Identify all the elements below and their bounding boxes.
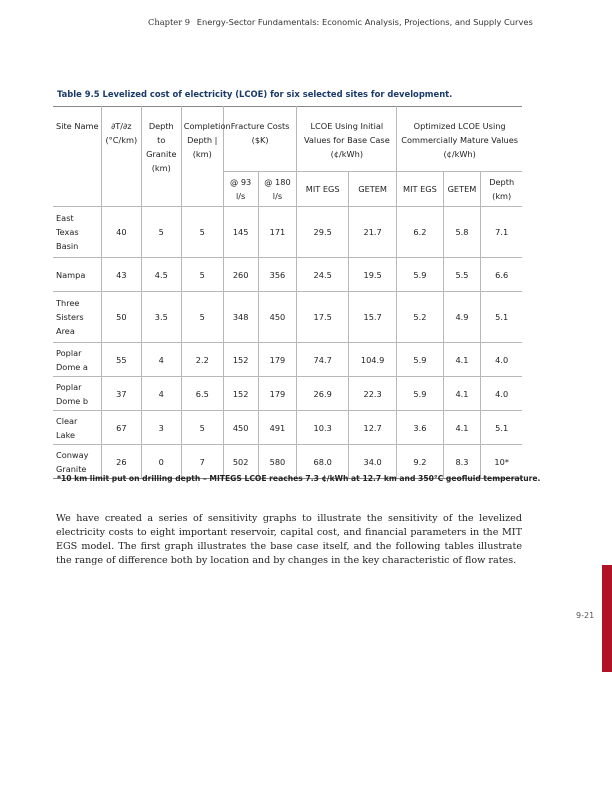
gradient-cell: 55 (101, 343, 141, 377)
fracture-93-cell: 450 (223, 411, 258, 445)
fracture-180-cell: 179 (258, 343, 297, 377)
gradient-cell: 50 (101, 292, 141, 343)
table-row (53, 258, 522, 292)
completion-depth-cell: 5 (181, 411, 223, 445)
mit-egs-optimized-cell: 5.9 (397, 343, 443, 377)
granite-depth-cell: 3.5 (141, 292, 181, 343)
mit-egs-cell: 24.5 (297, 258, 349, 292)
chapter-label: Chapter 9 (148, 17, 191, 27)
table-caption: Table 9.5 Levelized cost of electricity (LCOE) for six selected sites for development. (57, 89, 453, 99)
fracture-180-cell: 491 (258, 411, 297, 445)
mit-egs-cell: 74.7 (297, 343, 349, 377)
header-fracture-93: @ 93 l/s (223, 172, 258, 207)
gradient-cell: 67 (101, 411, 141, 445)
getem-optimized-cell: 4.9 (443, 292, 481, 343)
site-name-cell: Poplar Dome b (53, 377, 101, 411)
depth-optimized-cell: 5.1 (481, 292, 522, 343)
table-body (53, 207, 522, 479)
mit-egs-cell: 29.5 (297, 207, 349, 258)
depth-optimized-cell: 5.1 (481, 411, 522, 445)
getem-optimized-cell: 4.1 (443, 411, 481, 445)
mit-egs-optimized-cell: 6.2 (397, 207, 443, 258)
site-name-cell: Conway Granite (53, 445, 101, 479)
gradient-cell: 37 (101, 377, 141, 411)
site-name-cell: Poplar Dome a (53, 343, 101, 377)
header-row-1 (53, 107, 522, 172)
granite-depth-cell: 3 (141, 411, 181, 445)
site-name-cell: Three Sisters Area (53, 292, 101, 343)
mit-egs-optimized-cell: 5.2 (397, 292, 443, 343)
chapter-side-tab (602, 565, 612, 672)
fracture-180-cell: 356 (258, 258, 297, 292)
completion-depth-cell: 7 (181, 445, 223, 479)
body-paragraph: We have created a series of sensitivity graphs to illustrate the sensitivity of the levelized electricity costs to eight important reservoir, capital cost, and financial parameters in the MIT EGS model. The first graph illustrates the base case itself, and the following tables illustrate the range of difference both by location and by changes in the key characteristic of flow rates. (56, 512, 522, 566)
fracture-93-cell: 152 (223, 343, 258, 377)
getem-optimized-cell: 5.5 (443, 258, 481, 292)
page-number: 9-21 (576, 611, 595, 620)
completion-depth-cell: 6.5 (181, 377, 223, 411)
fracture-180-cell: 171 (258, 207, 297, 258)
header-site-name: Site Name (53, 107, 101, 207)
gradient-cell: 40 (101, 207, 141, 258)
mit-egs-optimized-cell: 5.9 (397, 258, 443, 292)
fracture-93-cell: 260 (223, 258, 258, 292)
depth-optimized-cell: 6.6 (481, 258, 522, 292)
table-row (53, 207, 522, 258)
gradient-cell: 26 (101, 445, 141, 479)
getem-optimized-cell: 5.8 (443, 207, 481, 258)
getem-cell: 15.7 (348, 292, 396, 343)
mit-egs-optimized-cell: 9.2 (397, 445, 443, 479)
depth-optimized-cell: 4.0 (481, 377, 522, 411)
granite-depth-cell: 0 (141, 445, 181, 479)
gradient-cell: 43 (101, 258, 141, 292)
fracture-93-cell: 152 (223, 377, 258, 411)
fracture-93-cell: 145 (223, 207, 258, 258)
header-fracture-costs: Fracture Costs ($K) (223, 107, 297, 172)
mit-egs-optimized-cell: 5.9 (397, 377, 443, 411)
granite-depth-cell: 4.5 (141, 258, 181, 292)
chapter-title: Energy-Sector Fundamentals: Economic Analysis, Projections, and Supply Curves (196, 17, 533, 27)
completion-depth-cell: 5 (181, 292, 223, 343)
getem-cell: 19.5 (348, 258, 396, 292)
granite-depth-cell: 4 (141, 377, 181, 411)
mit-egs-cell: 10.3 (297, 411, 349, 445)
table-row (53, 411, 522, 445)
granite-depth-cell: 4 (141, 343, 181, 377)
getem-cell: 22.3 (348, 377, 396, 411)
header-completion-depth: Completion Depth |(km) (181, 107, 223, 207)
site-name-cell: East Texas Basin (53, 207, 101, 258)
getem-optimized-cell: 4.1 (443, 343, 481, 377)
mit-egs-optimized-cell: 3.6 (397, 411, 443, 445)
fracture-180-cell: 179 (258, 377, 297, 411)
depth-optimized-cell: 4.0 (481, 343, 522, 377)
getem-cell: 34.0 (348, 445, 396, 479)
header-lcoe-optimized: Optimized LCOE Using Commercially Mature Values (¢/kWh) (397, 107, 522, 172)
getem-optimized-cell: 8.3 (443, 445, 481, 479)
completion-depth-cell: 2.2 (181, 343, 223, 377)
mit-egs-cell: 68.0 (297, 445, 349, 479)
site-name-cell: Clear Lake (53, 411, 101, 445)
header-depth-to-granite: Depth to Granite (km) (141, 107, 181, 207)
fracture-180-cell: 450 (258, 292, 297, 343)
lcoe-table (53, 106, 522, 479)
getem-cell: 104.9 (348, 343, 396, 377)
granite-depth-cell: 5 (141, 207, 181, 258)
header-depth-optimized: Depth (km) (481, 172, 522, 207)
header-lcoe-initial: LCOE Using Initial Values for Base Case (¢/kWh) (297, 107, 397, 172)
running-head (148, 17, 533, 27)
mit-egs-cell: 26.9 (297, 377, 349, 411)
completion-depth-cell: 5 (181, 207, 223, 258)
mit-egs-cell: 17.5 (297, 292, 349, 343)
header-getem-optimized: GETEM (443, 172, 481, 207)
fracture-93-cell: 348 (223, 292, 258, 343)
header-fracture-180: @ 180 l/s (258, 172, 297, 207)
fracture-93-cell: 502 (223, 445, 258, 479)
depth-optimized-cell: 10* (481, 445, 522, 479)
header-gradient: ∂T/∂z (°C/km) (101, 107, 141, 207)
header-mit-egs: MIT EGS (297, 172, 349, 207)
site-name-cell: Nampa (53, 258, 101, 292)
fracture-180-cell: 580 (258, 445, 297, 479)
getem-optimized-cell: 4.1 (443, 377, 481, 411)
table-row (53, 377, 522, 411)
depth-optimized-cell: 7.1 (481, 207, 522, 258)
getem-cell: 12.7 (348, 411, 396, 445)
completion-depth-cell: 5 (181, 258, 223, 292)
table-row (53, 343, 522, 377)
table-footnote: *10 km limit put on drilling depth – MITEGS LCOE reaches 7.3 ¢/kWh at 12.7 km and 350°C geofluid temperature. (57, 474, 541, 483)
getem-cell: 21.7 (348, 207, 396, 258)
table-row (53, 292, 522, 343)
header-getem: GETEM (348, 172, 396, 207)
header-mit-egs-optimized: MIT EGS (397, 172, 443, 207)
